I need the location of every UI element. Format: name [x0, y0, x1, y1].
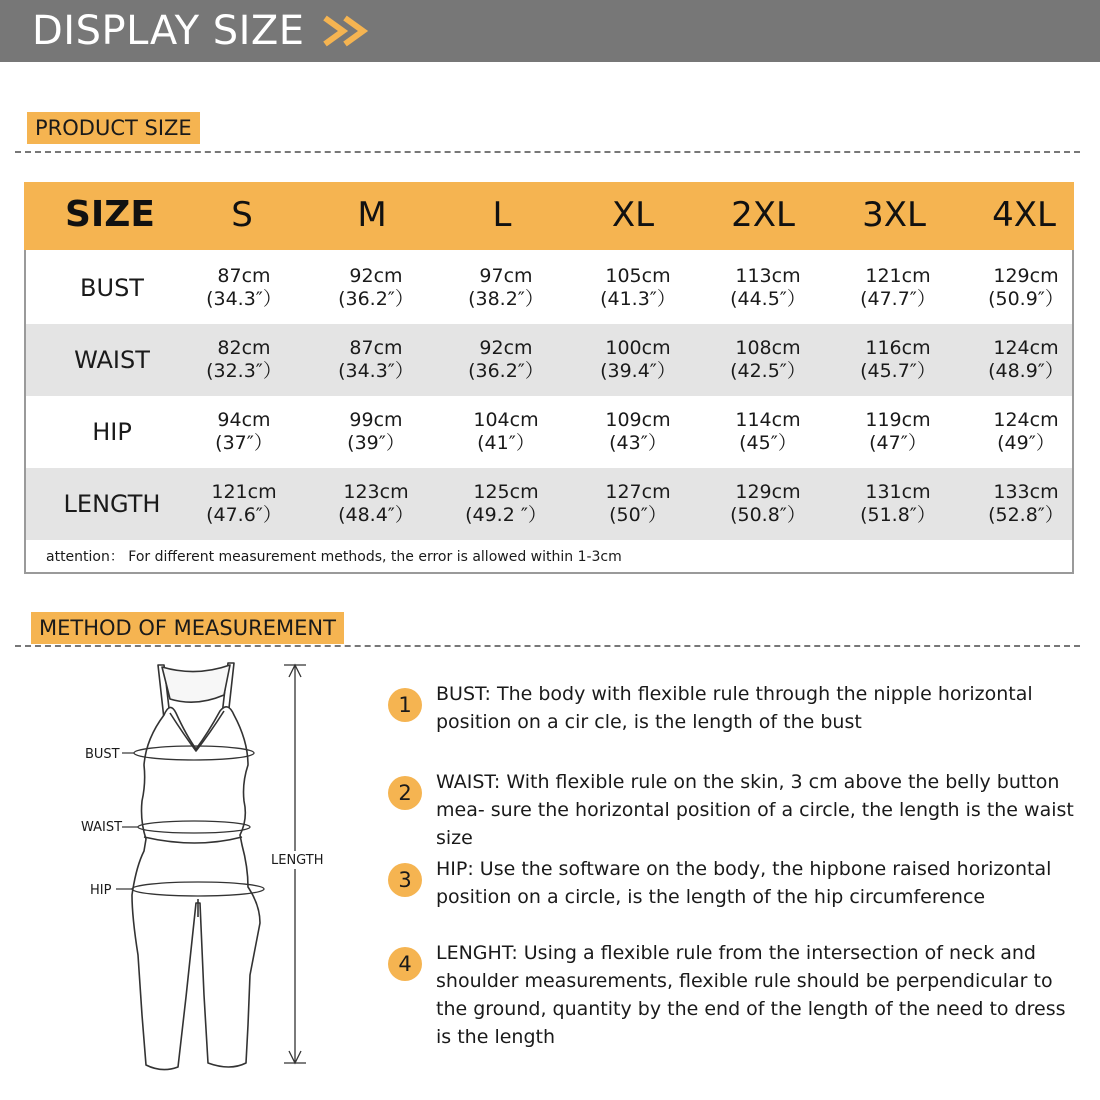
table-cell: 129cm (50.8″）	[730, 481, 806, 526]
table-cell: 97cm (38.2″）	[468, 265, 544, 310]
table-note: attention： For different measurement methods, the error is allowed within 1-3cm	[46, 549, 622, 565]
table-cell: 99cm (39″）	[347, 409, 405, 454]
length-label: LENGTH	[271, 853, 324, 868]
header-m: M	[357, 195, 387, 235]
hip-label: HIP	[90, 883, 112, 898]
table-cell: 119cm (47″）	[865, 409, 931, 454]
table-cell: 131cm (51.8″）	[860, 481, 936, 526]
table-cell: 92cm (36.2″）	[468, 337, 544, 382]
table-cell: 123cm (48.4″）	[338, 481, 414, 526]
table-cell: 105cm (41.3″）	[600, 265, 676, 310]
row-label-hip: HIP	[92, 418, 132, 446]
step-number: 3	[388, 863, 422, 897]
table-cell: 124cm (48.9″）	[988, 337, 1064, 382]
header-4xl: 4XL	[992, 195, 1056, 235]
table-row	[26, 324, 1072, 396]
table-cell: 116cm (45.7″）	[860, 337, 936, 382]
table-cell: 114cm (45″）	[735, 409, 801, 454]
waist-label: WAIST	[81, 820, 123, 835]
method-of-measurement-tag: METHOD OF MEASUREMENT	[31, 612, 344, 644]
product-size-tag: PRODUCT SIZE	[27, 112, 200, 144]
table-header	[24, 182, 1074, 250]
divider	[15, 645, 1080, 647]
divider	[15, 151, 1080, 153]
table-cell: 82cm (32.3″）	[206, 337, 282, 382]
table-cell: 109cm (43″）	[605, 409, 671, 454]
table-cell: 133cm (52.8″）	[988, 481, 1064, 526]
size-table	[24, 182, 1074, 574]
step-text: BUST: The body with flexible rule through the nipple horizontal position on a cir cle, is the length of the bust	[436, 683, 1033, 733]
table-row	[26, 252, 1072, 324]
table-cell: 104cm (41″）	[473, 409, 539, 454]
step-text: LENGHT: Using a flexible rule from the intersection of neck and shoulder measurements, flexible rule should be perpendicular to the ground, quantity by the end of the length of the need to dress is the length	[436, 942, 1066, 1048]
table-cell: 87cm (34.3″）	[338, 337, 414, 382]
step-number: 1	[388, 688, 422, 722]
step-number: 2	[388, 776, 422, 810]
bodysuit-figure	[70, 655, 340, 1085]
table-cell: 127cm (50″）	[605, 481, 671, 526]
header-size: SIZE	[64, 194, 156, 235]
table-cell: 94cm (37″）	[215, 409, 273, 454]
table-cell: 87cm (34.3″）	[206, 265, 282, 310]
display-size-banner	[0, 0, 1100, 62]
header-s: S	[231, 195, 253, 235]
row-label-length: LENGTH	[63, 490, 161, 518]
double-chevron-right-icon	[321, 14, 373, 48]
banner-title: DISPLAY SIZE	[32, 8, 305, 54]
table-row	[26, 396, 1072, 468]
step-text: WAIST: With flexible rule on the skin, 3 cm above the belly button mea- sure the horizontal position of a circle, the length is the waist size	[436, 771, 1074, 849]
header-3xl: 3XL	[862, 195, 926, 235]
row-label-bust: BUST	[80, 274, 144, 302]
step-text: HIP: Use the software on the body, the hipbone raised horizontal position on a circle, is the length of the hip circumference	[436, 858, 1052, 908]
table-cell: 113cm (44.5″）	[730, 265, 806, 310]
table-cell: 92cm (36.2″）	[338, 265, 414, 310]
table-cell: 100cm (39.4″）	[600, 337, 676, 382]
row-label-waist: WAIST	[74, 346, 150, 374]
table-cell: 129cm (50.9″）	[988, 265, 1064, 310]
table-cell: 121cm (47.7″）	[860, 265, 936, 310]
table-cell: 121cm (47.6″）	[206, 481, 282, 526]
table-cell: 124cm (49″）	[993, 409, 1059, 454]
step-number: 4	[388, 947, 422, 981]
table-cell: 108cm (42.5″）	[730, 337, 806, 382]
header-l: L	[492, 195, 512, 235]
header-xl: XL	[611, 195, 655, 235]
table-row	[26, 468, 1072, 540]
header-2xl: 2XL	[731, 195, 795, 235]
table-cell: 125cm (49.2 ″）	[465, 481, 547, 526]
bust-label: BUST	[85, 747, 120, 762]
